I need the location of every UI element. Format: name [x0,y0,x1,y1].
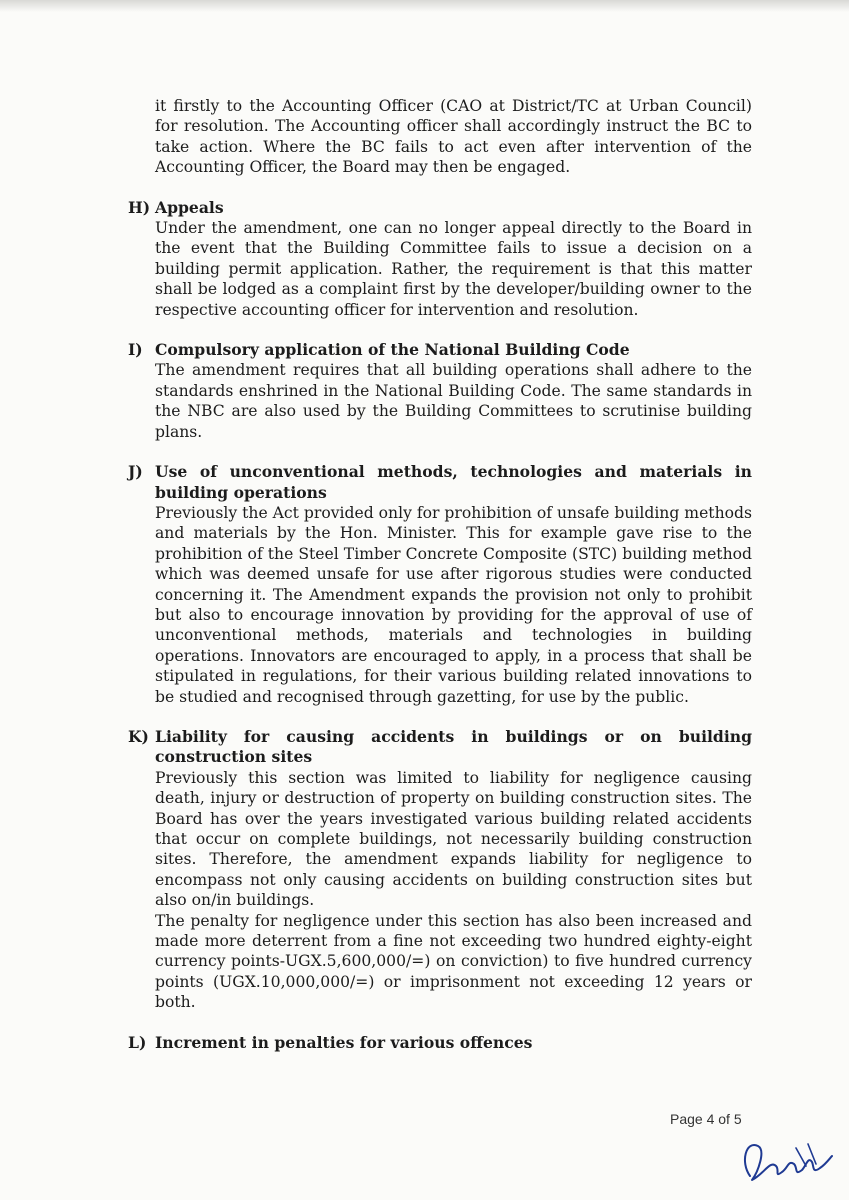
section-title: Compulsory application of the National Building Code [155,340,630,360]
section-paragraph: The penalty for negligence under this section has also been increased and made more deterrent from a fine not exceeding two hundred eighty-eight currency points-UGX.5,600,000/=) on conviction) to five hundred currency points (UGX.10,000,000/=) or imprisonment not exceeding 12 years or both. [155,911,752,1012]
document-body [128,96,752,1053]
section-j [128,462,752,707]
section-title: Liability for causing accidents in buildings or on building construction sites [155,726,752,767]
section-heading [128,1033,752,1053]
section-i [128,340,752,442]
section-paragraph: Previously the Act provided only for prohibition of unsafe building methods and materials by the Hon. Minister. This for example gave rise to the prohibition of the Steel Timber Concrete Composite (STC) building method which was deemed unsafe for use after rigorous studies were conducted concerning it. The Amendment expands the provision not only to prohibit but also to encourage innovation by providing for the approval of use of unconventional methods, materials and technologies in building operations. Innovators are encouraged to apply, in a process that shall be stipulated in regulations, for their various building related innovations to be studied and recognised through gazetting, for use by the public. [155,503,752,706]
section-title: Increment in penalties for various offences [155,1032,533,1052]
section-letter: I) [128,340,143,360]
section-heading [128,198,752,218]
section-paragraph: The amendment requires that all building operations shall adhere to the standards enshrined in the National Building Code. The same standards in the NBC are also used by the Building Committees to scrutinise building plans. [155,361,752,441]
section-heading [128,462,752,503]
section-heading [128,727,752,768]
intro-paragraph: it firstly to the Accounting Officer (CAO at District/TC at Urban Council) for resolution. The Accounting officer shall accordingly instruct the BC to take action. Where the BC fails to act even after intervention of the Accounting Officer, the Board may then be engaged. [155,97,752,177]
section-h [128,198,752,320]
section-title: Appeals [155,197,224,217]
section-title: Use of unconventional methods, technologies and materials in building operations [155,462,752,502]
section-letter: K) [128,726,149,746]
section-k [128,727,752,1013]
section-letter: J) [128,462,143,482]
section-paragraph: Under the amendment, one can no longer appeal directly to the Board in the event that the Building Committee fails to issue a decision on a building permit application. Rather, the requirement is that this matter shall be lodged as a complaint first by the developer/building owner to the respective accounting officer for intervention and resolution. [155,219,752,319]
section-l [128,1033,752,1053]
handwritten-signature [736,1120,836,1190]
section-paragraph: Previously this section was limited to liability for negligence causing death, injury or destruction of property on building construction sites. The Board has over the years investigated various building related accidents that occur on complete buildings, not necessarily building construction sites. Therefore, the amendment expands liability for negligence to encompass not only causing accidents on building construction sites but also on/in buildings. [155,768,752,910]
scan-edge [0,0,849,12]
page-number: Page 4 of 5 [670,1111,742,1127]
section-letter: L) [128,1032,147,1052]
section-letter: H) [128,197,151,217]
section-heading [128,340,752,360]
